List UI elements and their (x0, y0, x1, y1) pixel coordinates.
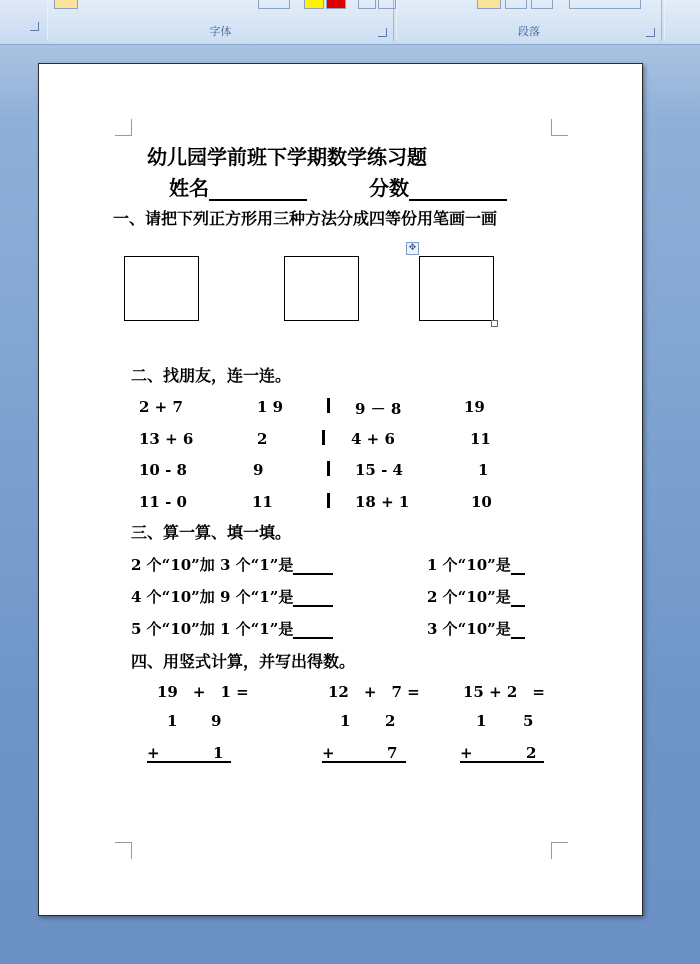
fill-item-text: 5 个“10”加 1 个“1”是 (131, 620, 294, 638)
divider-bar (327, 493, 330, 508)
match-cell: 13 + 6 (139, 430, 194, 448)
fill-item (131, 554, 333, 575)
font-color-icon[interactable] (326, 0, 346, 9)
format-painter-icon[interactable] (358, 0, 376, 9)
section-3-heading: 三、算一算、填一填。 (131, 523, 292, 542)
vertical-equation: 19 + 1 = (157, 683, 249, 701)
paragraph-dialog-launcher-icon[interactable] (646, 28, 655, 37)
section-4-heading: 四、用竖式计算，并写出得数。 (131, 652, 356, 671)
margin-corner-mark (551, 119, 568, 136)
vertical-sum-line (460, 761, 544, 763)
score-blank (409, 180, 507, 201)
square-1 (124, 256, 199, 321)
margin-corner-mark (551, 842, 568, 859)
fill-item-text: 2 个“10”加 3 个“1”是 (131, 556, 294, 574)
font-dialog-launcher-icon[interactable] (378, 28, 387, 37)
ribbon-group-styles (664, 0, 700, 42)
name-label: 姓名 (169, 176, 209, 200)
vertical-digit: 5 (523, 712, 534, 730)
fill-item-text: 3 个“10”是 (427, 620, 511, 638)
divider-bar (322, 430, 325, 445)
clipboard-dialog-launcher-icon[interactable] (30, 22, 39, 31)
vertical-digit: 1 (340, 712, 351, 730)
match-cell: 10 (471, 493, 492, 511)
score-field (369, 172, 507, 201)
match-cell: 4 + 6 (351, 430, 395, 448)
match-cell: 11 (470, 430, 491, 448)
shading-button[interactable] (505, 0, 527, 9)
document-title: 幼儿园学前班下学期数学练习题 (147, 145, 427, 169)
fill-item (427, 618, 525, 639)
fill-item-text: 1 个“10”是 (427, 556, 511, 574)
vertical-digit: 2 (526, 744, 537, 762)
margin-corner-mark (115, 119, 132, 136)
vertical-digit: 9 (211, 712, 222, 730)
name-blank (209, 180, 307, 201)
ribbon (0, 0, 700, 45)
answer-blank (293, 558, 333, 575)
match-cell: 15 - 4 (355, 461, 403, 479)
match-cell: 1 9 (257, 398, 284, 416)
answer-blank (293, 622, 333, 639)
ribbon-group-font (47, 0, 394, 42)
match-cell: 18 + 1 (355, 493, 410, 511)
margin-corner-mark (115, 842, 132, 859)
vertical-digit: 1 (476, 712, 487, 730)
answer-blank (293, 590, 333, 607)
match-cell: 9 (253, 461, 264, 479)
match-cell: 11 (252, 493, 273, 511)
fill-item (131, 618, 333, 639)
match-cell: 10 - 8 (139, 461, 187, 479)
vertical-equation: 12 + 7 = (328, 683, 420, 701)
match-cell: 2 + 7 (139, 398, 183, 416)
name-field (169, 172, 307, 201)
match-cell: 9 － 8 (355, 400, 402, 418)
square-3[interactable] (419, 256, 494, 321)
fill-item (427, 586, 525, 607)
section-1-heading: 一、请把下列正方形用三种方法分成四等份用笔画一画 (113, 209, 498, 228)
document-page[interactable] (38, 63, 643, 916)
vertical-equation: 15 + 2 = (463, 683, 545, 701)
text-highlight-color-icon[interactable] (304, 0, 324, 9)
font-size-box[interactable] (258, 0, 290, 9)
divider-bar (327, 398, 330, 413)
vertical-digit: 7 (387, 744, 398, 762)
vertical-digit: 1 (167, 712, 178, 730)
border-button[interactable] (569, 0, 641, 9)
answer-blank (511, 622, 525, 639)
vertical-digit: 2 (385, 712, 396, 730)
divider-bar (327, 461, 330, 476)
fill-item-text: 4 个“10”加 9 个“1”是 (131, 588, 294, 606)
section-2-heading: 二、找朋友，连一连。 (131, 366, 292, 385)
fill-item-text: 2 个“10”是 (427, 588, 511, 606)
align-button[interactable] (477, 0, 501, 9)
vertical-operator: + (460, 744, 473, 762)
table-resize-handle[interactable] (491, 320, 498, 327)
square-2 (284, 256, 359, 321)
ribbon-group-paragraph (396, 0, 662, 42)
vertical-operator: + (147, 744, 160, 762)
answer-blank (511, 558, 525, 575)
table-move-handle-icon[interactable]: ✥ (406, 242, 419, 255)
ribbon-group-paragraph-label: 段落 (518, 25, 540, 38)
sort-icon[interactable] (531, 0, 553, 9)
match-cell: 2 (257, 430, 268, 448)
match-cell: 1 (478, 461, 489, 479)
vertical-sum-line (322, 761, 406, 763)
ribbon-group-font-label: 字体 (209, 25, 232, 38)
highlight-button[interactable] (54, 0, 78, 9)
answer-blank (511, 590, 525, 607)
score-label: 分数 (369, 176, 409, 200)
vertical-sum-line (147, 761, 231, 763)
vertical-digit: 1 (213, 744, 224, 762)
fill-item (427, 554, 525, 575)
vertical-operator: + (322, 744, 335, 762)
info-icon[interactable] (378, 0, 396, 9)
fill-item (131, 586, 333, 607)
match-cell: 11 - 0 (139, 493, 187, 511)
match-cell: 19 (464, 398, 485, 416)
